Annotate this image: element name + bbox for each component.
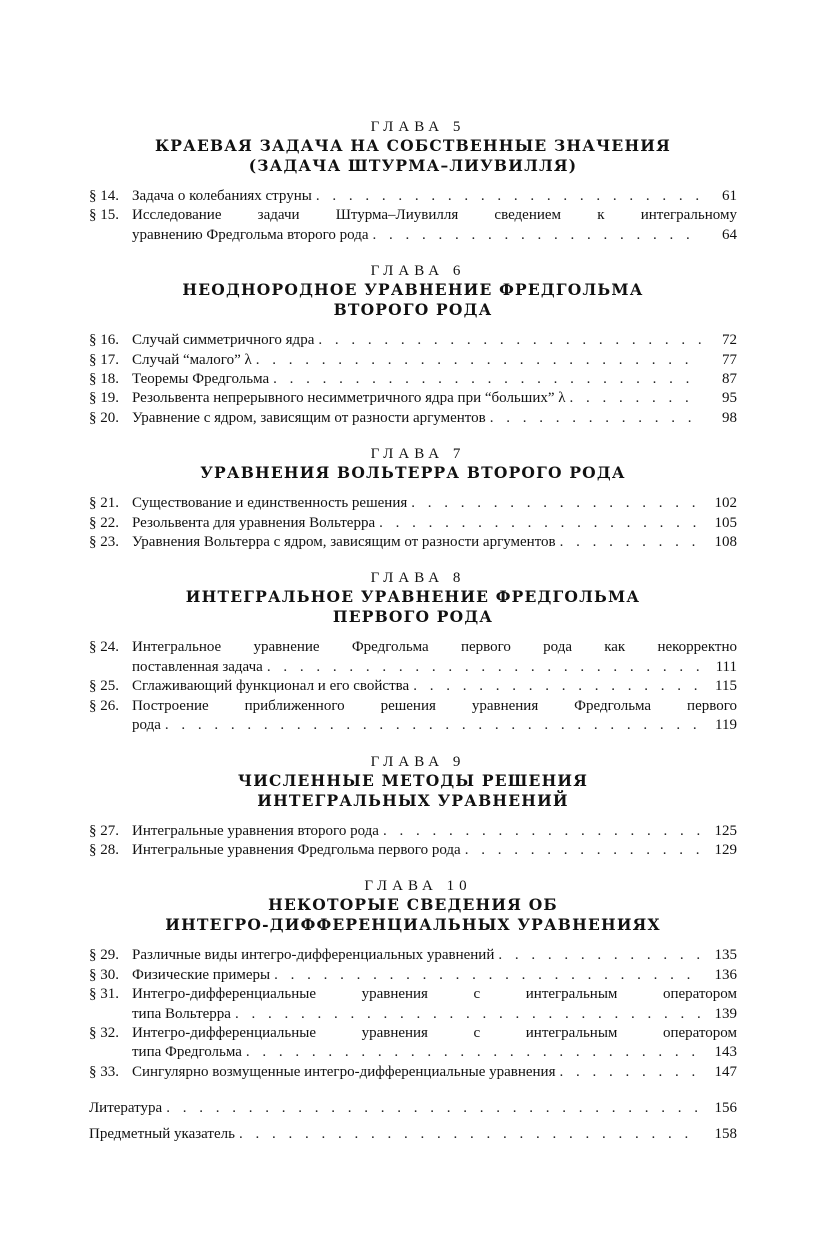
- toc-line: [132, 409, 737, 428]
- page-number: 61: [722, 188, 737, 204]
- toc-line: [132, 351, 737, 370]
- chapter-section: [89, 118, 737, 245]
- page-number: 136: [714, 966, 737, 983]
- toc-entry[interactable]: [89, 351, 737, 370]
- section-number: § 23.: [89, 534, 119, 551]
- toc-entry[interactable]: [89, 677, 737, 696]
- toc-entry[interactable]: [89, 1063, 737, 1082]
- chapter-label: ГЛАВА 10: [364, 878, 472, 895]
- chapter-title: [89, 771, 737, 811]
- toc-entry[interactable]: [89, 331, 737, 350]
- leader-dots: [570, 389, 701, 408]
- section-number: § 21.: [89, 495, 119, 512]
- page-number: 143: [714, 1044, 737, 1061]
- entry-title-line: Резольвента для уравнения Вольтерра: [132, 514, 376, 531]
- chapter-title-line: ИНТЕГРАЛЬНЫХ УРАВНЕНИЙ: [257, 790, 569, 810]
- toc-entry[interactable]: [89, 389, 737, 408]
- toc-line: [132, 946, 737, 965]
- leader-dots: [256, 351, 701, 370]
- chapter-label: ГЛАВА 5: [370, 119, 466, 135]
- toc-entry[interactable]: [89, 697, 737, 736]
- section-number: § 29.: [89, 947, 119, 964]
- leader-dots: [166, 1099, 701, 1118]
- entry-title-line: Задача о колебаниях струны: [132, 188, 312, 204]
- chapter-section: [89, 262, 737, 428]
- section-number: § 26.: [89, 697, 119, 714]
- toc-line: [132, 822, 737, 841]
- toc-line: [132, 966, 737, 985]
- section-number: § 14.: [89, 188, 119, 204]
- toc-line: [132, 1043, 737, 1062]
- leader-dots: [235, 1005, 701, 1024]
- page-number: 156: [714, 1100, 737, 1117]
- page-number: 135: [714, 947, 737, 964]
- chapter-title-line: НЕКОТОРЫЕ СВЕДЕНИЯ ОБ: [268, 895, 558, 915]
- section-number: § 30.: [89, 966, 119, 983]
- page-number: 98: [722, 409, 737, 426]
- section-number: § 24.: [89, 639, 119, 656]
- chapter-label: ГЛАВА 8: [370, 570, 466, 587]
- page-number: 102: [714, 495, 737, 512]
- page-number: 72: [722, 332, 737, 349]
- entry-title-line: Уравнение с ядром, зависящим от разности аргументов: [132, 409, 486, 426]
- entry-title-line: Различные виды интегро-дифференциальных уравнений: [132, 947, 495, 964]
- chapter-title-line: ВТОРОГО РОДА: [333, 300, 493, 320]
- leader-dots: [413, 677, 701, 696]
- chapter-section: [89, 753, 737, 861]
- section-number: § 28.: [89, 841, 119, 858]
- section-number: § 31.: [89, 986, 119, 1003]
- section-number: § 17.: [89, 351, 119, 368]
- entry-title-line: Уравнения Вольтерра с ядром, зависящим от разности аргументов: [132, 534, 556, 551]
- chapter-label: ГЛАВА 7: [370, 446, 466, 463]
- toc-line: [89, 1125, 737, 1144]
- entry-title-line: Теоремы Фредгольма: [132, 371, 270, 388]
- toc-entry[interactable]: [89, 946, 737, 965]
- leader-dots: [318, 331, 701, 350]
- chapter-section: [89, 877, 737, 1082]
- entry-title-line: Случай симметричного ядра: [132, 332, 315, 349]
- leader-dots: [274, 966, 701, 985]
- leader-dots: [498, 946, 701, 965]
- toc-entry[interactable]: [89, 841, 737, 860]
- toc-line: [89, 1099, 737, 1118]
- chapter-title-line: (ЗАДАЧА ШТУРМА–ЛИУВИЛЛЯ): [248, 156, 578, 175]
- entry-body: [132, 494, 737, 513]
- leader-dots: [465, 841, 701, 860]
- leader-dots: [559, 1063, 701, 1082]
- extra-title: Предметный указатель: [89, 1125, 235, 1142]
- entry-body: [132, 514, 737, 533]
- leader-dots: [316, 187, 701, 206]
- entry-body: [132, 351, 737, 370]
- entry-title-line: Интегральные уравнения второго рода: [132, 822, 379, 839]
- entry-title-line: Исследование задачи Штурма–Лиувилля сведением к интегральному: [132, 207, 737, 224]
- toc-entry[interactable]: [89, 187, 737, 206]
- entry-body: [132, 677, 737, 696]
- toc-line: [132, 494, 737, 513]
- section-number: § 22.: [89, 514, 119, 531]
- entry-title-line: Сингулярно возмущенные интегро-дифференциальные уравнения: [132, 1063, 556, 1080]
- chapter-title-line: НЕОДНОРОДНОЕ УРАВНЕНИЕ ФРЕДГОЛЬМА: [182, 280, 644, 300]
- entry-body: [132, 389, 737, 408]
- chapter-label: ГЛАВА 6: [370, 263, 466, 280]
- page-number: 147: [714, 1063, 737, 1080]
- section-number: § 15.: [89, 207, 119, 224]
- toc-entry[interactable]: [89, 494, 737, 513]
- toc-line: [132, 370, 737, 389]
- page-number: 111: [715, 658, 737, 675]
- entry-body: [132, 946, 737, 965]
- chapter-title-line: КРАЕВАЯ ЗАДАЧА НА СОБСТВЕННЫЕ ЗНАЧЕНИЯ: [155, 136, 671, 155]
- entry-body: [132, 206, 737, 245]
- leader-dots: [246, 1043, 701, 1062]
- leader-dots: [267, 658, 701, 677]
- page-number: 87: [722, 371, 737, 388]
- toc-line: [132, 716, 737, 735]
- entry-body: [132, 1063, 737, 1082]
- page-number: 115: [715, 678, 737, 695]
- entry-body: [132, 822, 737, 841]
- toc-line: [132, 533, 737, 552]
- page-number: 158: [714, 1125, 737, 1142]
- leader-dots: [273, 370, 701, 389]
- entry-title-line: Интегральные уравнения Фредгольма первого рода: [132, 841, 461, 858]
- toc-line: [132, 331, 737, 350]
- entry-body: [132, 966, 737, 985]
- entry-body: [132, 409, 737, 428]
- page-number: 105: [714, 514, 737, 531]
- leader-dots: [379, 514, 701, 533]
- page-number: 95: [722, 390, 737, 407]
- toc-line: [132, 677, 737, 696]
- leader-dots: [560, 533, 701, 552]
- toc-entry[interactable]: [89, 514, 737, 533]
- toc-line: [132, 1063, 737, 1082]
- toc-entry[interactable]: [89, 985, 737, 1024]
- entry-title-line: Резольвента непрерывного несимметричного ядра при “больших” λ: [132, 390, 566, 407]
- entry-title-line: Интегро-дифференциальные уравнения с интегральным оператором: [132, 1024, 737, 1041]
- chapter-title: [89, 280, 737, 320]
- chapter-title: [89, 895, 737, 935]
- page-number: 64: [722, 226, 737, 243]
- page-number: 125: [714, 822, 737, 839]
- section-number: § 33.: [89, 1063, 119, 1080]
- chapter-section: [89, 569, 737, 735]
- entry-body: [132, 985, 737, 1024]
- entry-body: [132, 1024, 737, 1063]
- table-of-contents: [89, 118, 737, 1150]
- page-number: 77: [722, 351, 737, 368]
- toc-line: [132, 187, 737, 206]
- toc-line: [132, 1005, 737, 1024]
- leader-dots: [373, 226, 701, 245]
- toc-extra-entry[interactable]: [89, 1125, 737, 1144]
- entry-title-line: типа Фредгольма: [132, 1044, 242, 1061]
- chapter-title: [89, 463, 737, 483]
- entry-body: [132, 331, 737, 350]
- page-number: 108: [714, 534, 737, 551]
- leader-dots: [490, 409, 701, 428]
- section-number: § 19.: [89, 390, 119, 407]
- chapter-title: [89, 136, 737, 176]
- leader-dots: [383, 822, 701, 841]
- chapter-section: [89, 445, 737, 552]
- entry-body: [132, 533, 737, 552]
- toc-line: [132, 658, 737, 677]
- page-number: 139: [714, 1005, 737, 1022]
- entry-title-line: поставленная задача: [132, 658, 263, 675]
- page-number: 119: [715, 717, 737, 734]
- chapter-title: [89, 587, 737, 627]
- toc-entry[interactable]: [89, 206, 737, 245]
- section-number: § 20.: [89, 409, 119, 426]
- toc-entry[interactable]: [89, 370, 737, 389]
- section-number: § 18.: [89, 371, 119, 388]
- toc-line: [132, 514, 737, 533]
- toc-line: [132, 226, 737, 245]
- entry-body: [132, 187, 737, 206]
- chapter-title-line: ИНТЕГРАЛЬНОЕ УРАВНЕНИЕ ФРЕДГОЛЬМА: [185, 587, 641, 607]
- entry-title-line: уравнению Фредгольма второго рода: [132, 226, 369, 243]
- entry-title-line: Интегральное уравнение Фредгольма первого рода как некорректно: [132, 639, 737, 656]
- entry-body: [132, 370, 737, 389]
- entry-title-line: Построение приближенного решения уравнения Фредгольма первого: [132, 697, 737, 714]
- entry-body: [132, 841, 737, 860]
- entry-body: [132, 697, 737, 736]
- entry-title-line: типа Вольтерра: [132, 1005, 231, 1022]
- chapter-title-line: ПЕРВОГО РОДА: [332, 607, 494, 627]
- section-number: § 27.: [89, 822, 119, 839]
- leader-dots: [165, 716, 701, 735]
- toc-entry[interactable]: [89, 409, 737, 428]
- entry-title-line: Интегро-дифференциальные уравнения с интегральным оператором: [132, 986, 737, 1003]
- chapter-title-line: ИНТЕГРО-ДИФФЕРЕНЦИАЛЬНЫХ УРАВНЕНИЯХ: [165, 915, 661, 935]
- toc-entry[interactable]: [89, 1024, 737, 1063]
- page-number: 129: [714, 841, 737, 858]
- toc-entry[interactable]: [89, 533, 737, 552]
- toc-extra-entry[interactable]: [89, 1099, 737, 1118]
- leader-dots: [239, 1125, 701, 1144]
- section-number: § 32.: [89, 1024, 119, 1041]
- section-number: § 25.: [89, 678, 119, 695]
- entry-title-line: Случай “малого” λ: [132, 351, 252, 368]
- entry-body: [132, 638, 737, 677]
- entry-title-line: рода: [132, 717, 161, 734]
- chapter-title-line: УРАВНЕНИЯ ВОЛЬТЕРРА ВТОРОГО РОДА: [200, 463, 626, 483]
- toc-line: [132, 841, 737, 860]
- toc-entry[interactable]: [89, 966, 737, 985]
- entry-title-line: Существование и единственность решения: [132, 495, 408, 512]
- toc-line: [132, 389, 737, 408]
- section-number: § 16.: [89, 332, 119, 349]
- chapter-label: ГЛАВА 9: [370, 753, 466, 770]
- entry-title-line: Физические примеры: [132, 966, 271, 983]
- toc-entry[interactable]: [89, 822, 737, 841]
- entry-title-line: Сглаживающий функционал и его свойства: [132, 678, 410, 695]
- chapter-title-line: ЧИСЛЕННЫЕ МЕТОДЫ РЕШЕНИЯ: [237, 770, 589, 790]
- toc-entry[interactable]: [89, 638, 737, 677]
- extra-title: Литература: [89, 1100, 163, 1117]
- leader-dots: [411, 494, 701, 513]
